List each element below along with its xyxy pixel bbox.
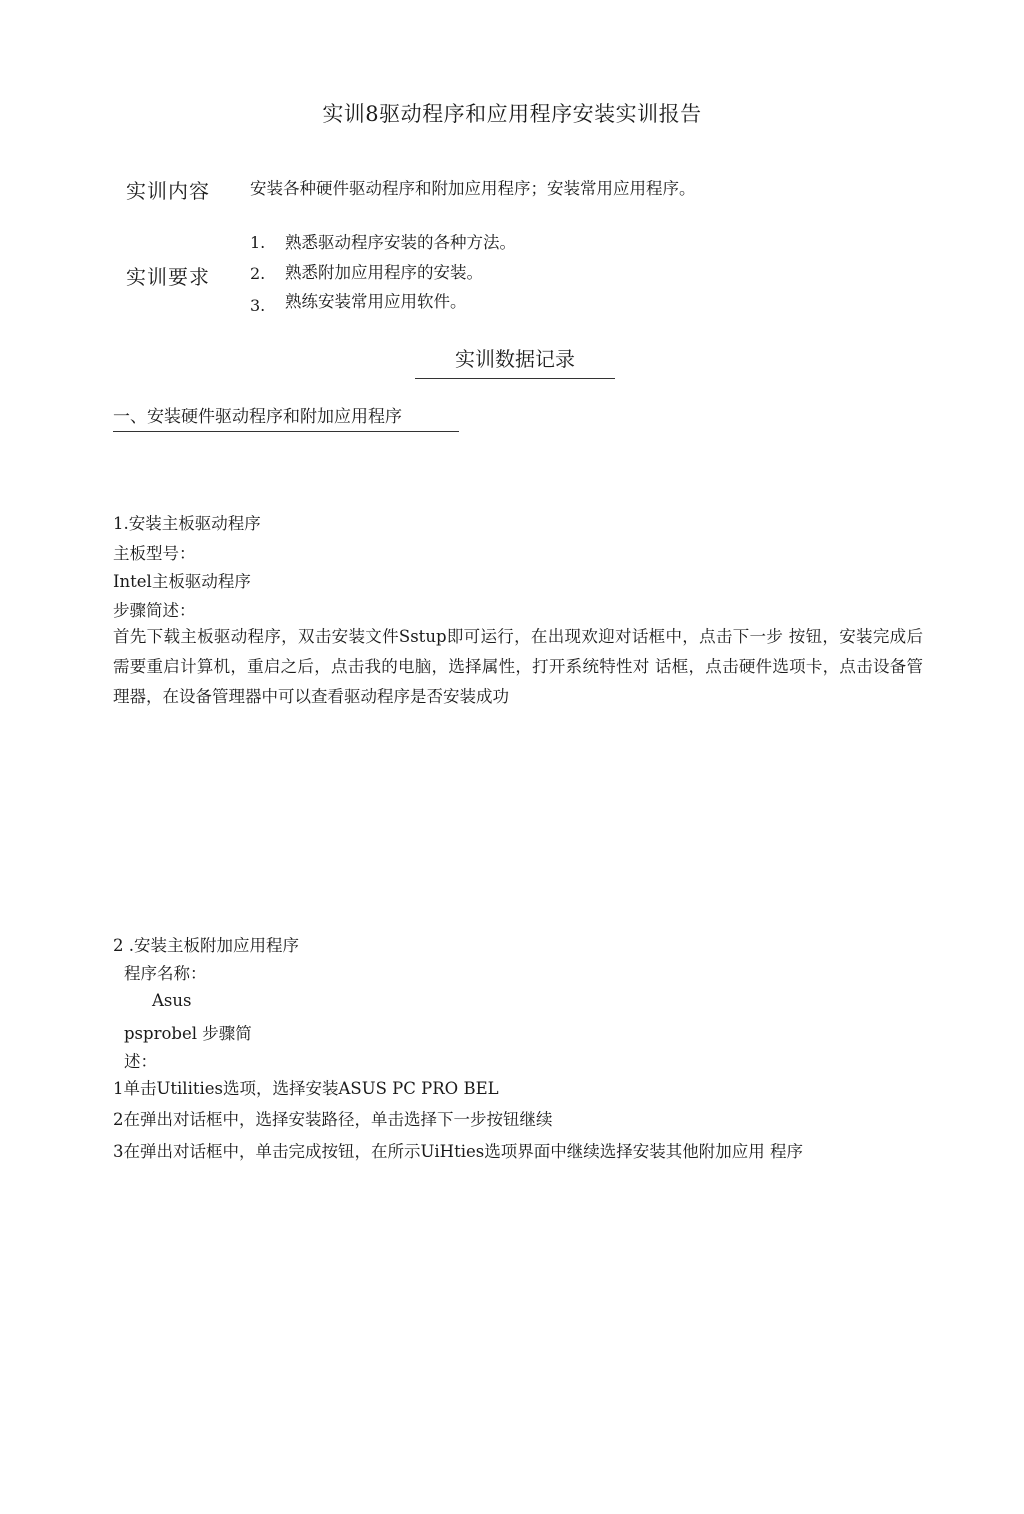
requirement-item: 熟悉驱动程序安装的各种方法。 [285,233,516,252]
step-item: 1单击Utilities选项，选择安装ASUS PC PRO BEL [113,1079,499,1098]
step-item: 2在弹出对话框中，选择安装路径，单击选择下一步按钮继续 [113,1110,553,1129]
content-text: 安装各种硬件驱动程序和附加应用程序；安装常用应用程序。 [250,179,696,198]
program-value: Asus [152,991,192,1010]
requirements-label: 实训要求 [126,265,210,289]
requirement-item: 熟悉附加应用程序的安装。 [285,263,483,282]
program-value-cont: psprobel 步骤简 [124,1024,252,1043]
requirement-item: 熟练安装常用应用软件。 [285,292,467,311]
program-label: 程序名称： [124,964,207,983]
data-record-heading: 实训数据记录 [415,343,615,379]
part1-heading: 1.安装主板驱动程序 [113,514,261,533]
steps-label: 步骤简述： [113,601,196,620]
requirement-number: 3. [250,296,266,315]
section1-heading: 一、安装硬件驱动程序和附加应用程序 [113,402,459,432]
part2-heading: 2 .安装主板附加应用程序 [113,936,299,955]
requirement-number: 1. [250,233,266,252]
requirement-number: 2. [250,264,266,283]
model-value: Intel主板驱动程序 [113,572,251,591]
report-title: 实训8驱动程序和应用程序安装实训报告 [322,102,702,126]
model-label: 主板型号： [113,544,196,563]
content-label: 实训内容 [126,179,210,203]
steps-text: 首先下载主板驱动程序，双击安装文件Sstup即可运行，在出现欢迎对话框中，点击下一步 按钮，安装完成后需要重启计算机，重启之后，点击我的电脑，选择属性，打开系统特性对 话框，点击硬件选项卡，点击设备管理器，在设备管理器中可以查看驱动程序是否安装成功 [113,627,923,706]
step-item: 3在弹出对话框中，单击完成按钮，在所示UiHties选项界面中继续选择安装其他附加应用 程序 [113,1142,803,1161]
steps-label-cont: 述： [124,1052,157,1071]
